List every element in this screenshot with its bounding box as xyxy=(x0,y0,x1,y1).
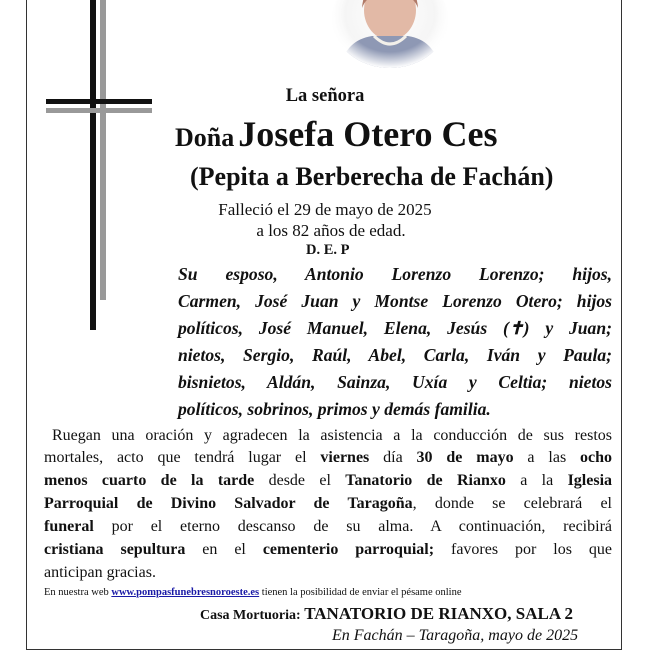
family-line: Su esposo, Antonio Lorenzo Lorenzo; hijos, xyxy=(178,264,612,284)
intro-text: La señora xyxy=(285,86,365,106)
web-notice: En nuestra web www.pompasfunebresnoroeste.es tienen la posibilidad de enviar el pésame online xyxy=(44,587,462,598)
family-line: Carmen, José Juan y Montse Lorenzo Otero; hijos xyxy=(178,291,612,311)
deceased-name xyxy=(175,116,498,152)
dep-text: D. E. P xyxy=(306,242,350,258)
ceremony-line: anticipan gracias. xyxy=(44,564,156,581)
place-date: En Fachán – Taragoña, mayo de 2025 xyxy=(332,627,579,644)
ceremony-line: Parroquial de Divino Salvador de Taragoña, donde se celebrará el xyxy=(44,495,613,512)
house-value: TANATORIO DE RIANXO, SALA 2 xyxy=(304,604,573,623)
age-text: a los 82 años de edad. xyxy=(256,221,406,240)
ceremony-line: mortales, acto que tendrá lugar el viernes día 30 de mayo a las ocho xyxy=(44,449,613,466)
family-line: bisnietos, Aldán, Sainza, Uxía y Celtia; nietos xyxy=(178,372,612,392)
cross-icon xyxy=(46,0,156,340)
ceremony-line: menos cuarto de la tarde desde el Tanatorio de Rianxo a la Iglesia xyxy=(44,472,613,489)
ceremony-line: cristiana sepultura en el cementerio parroquial; favores por los que xyxy=(44,541,612,558)
ceremony-line: Ruegan una oración y agradecen la asistencia a la conducción de sus restos xyxy=(52,427,612,444)
website-link[interactable]: www.pompasfunebresnoroeste.es xyxy=(111,587,260,598)
death-date: Falleció el 29 de mayo de 2025 xyxy=(218,200,432,219)
name-prefix: Doña xyxy=(175,123,235,152)
nickname: (Pepita a Berberecha de Fachán) xyxy=(190,162,554,191)
house-label: Casa Mortuoria: xyxy=(200,608,305,623)
family-line: políticos, José Manuel, Elena, Jesús (✝) y Juan; xyxy=(178,318,612,338)
house-info xyxy=(200,605,573,623)
family-line: nietos, Sergio, Raúl, Abel, Carla, Iván y Paula; xyxy=(178,345,612,365)
name-main: Josefa Otero Ces xyxy=(238,114,498,154)
family-line: políticos, sobrinos, primos y demás familia. xyxy=(178,399,491,419)
ceremony-line: funeral por el eterno descanso de su alma. A continuación, recibirá xyxy=(44,518,612,535)
